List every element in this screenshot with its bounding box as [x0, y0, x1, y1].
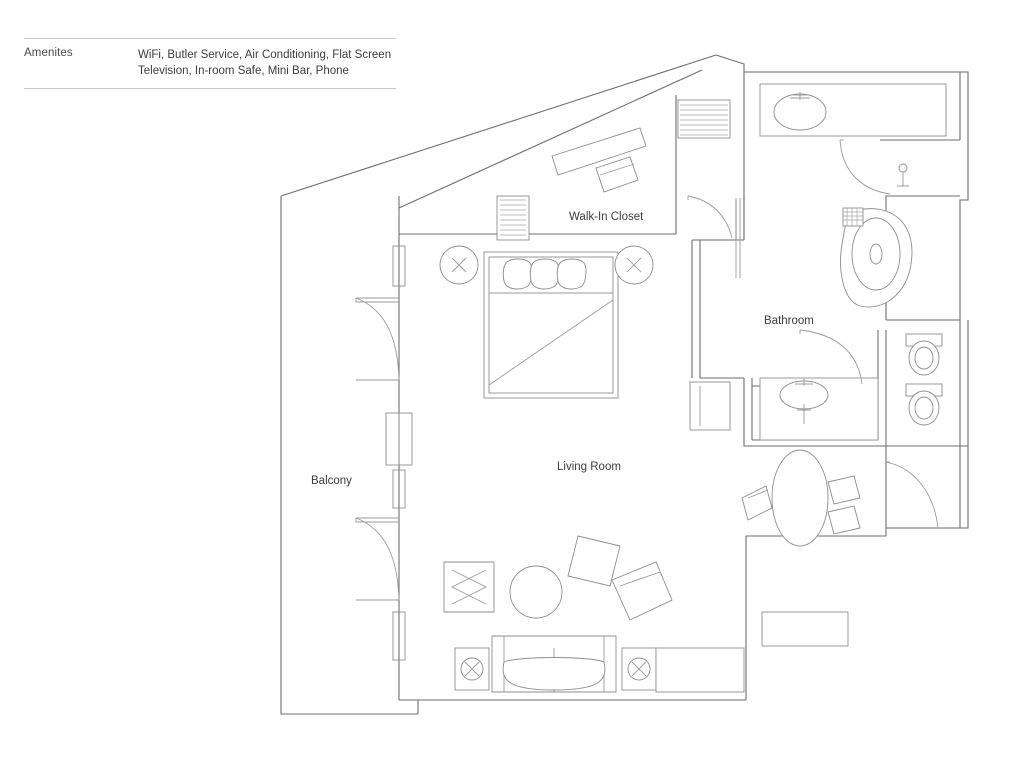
amenities-value: WiFi, Butler Service, Air Conditioning, Flat Screen Television, In-room Safe, Mini Bar, Phone	[138, 49, 392, 77]
balcony-doors	[356, 246, 412, 660]
room-label-bathroom: Bathroom	[764, 315, 814, 327]
bed-furniture	[440, 246, 653, 398]
room-label-living-room: Living Room	[557, 461, 621, 473]
amenities-label: Amenites	[24, 47, 73, 59]
room-label-balcony: Balcony	[311, 475, 352, 487]
room-label-walk-in-closet: Walk-In Closet	[569, 211, 644, 223]
